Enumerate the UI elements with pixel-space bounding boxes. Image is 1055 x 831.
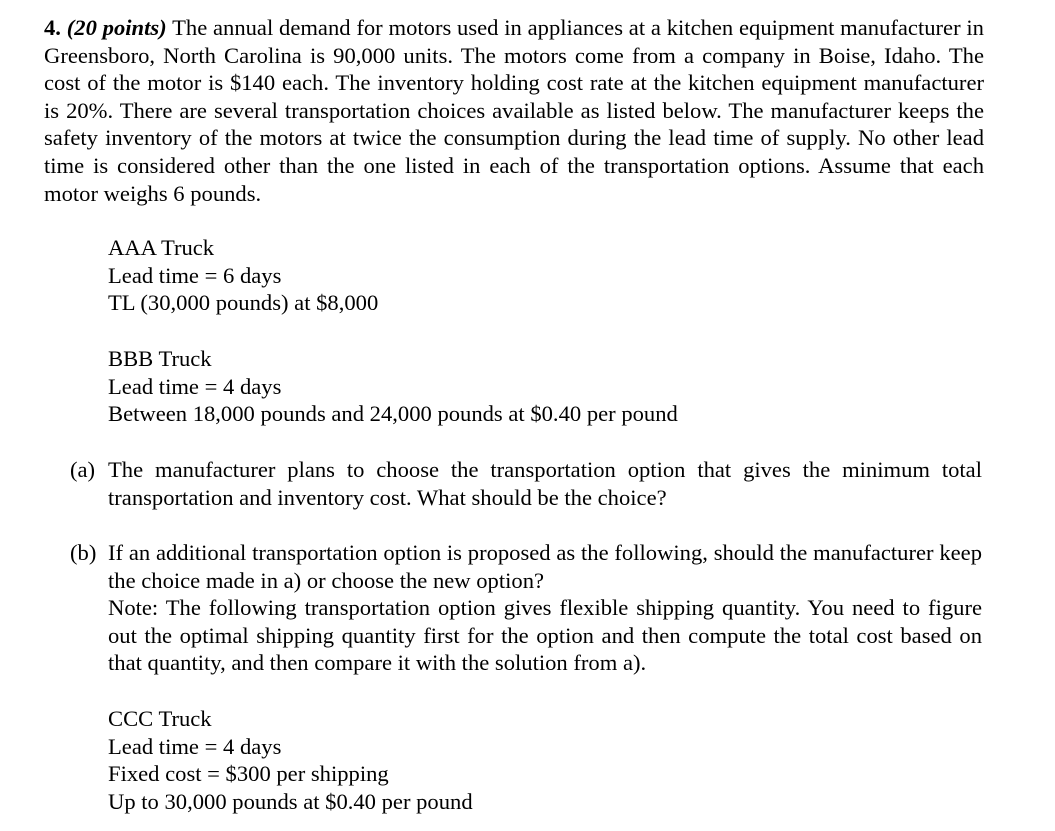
question-number: 4. (44, 15, 61, 40)
part-a (70, 456, 982, 511)
problem-statement (44, 14, 984, 207)
option-name: CCC Truck (108, 706, 212, 731)
option-lead-time: Lead time = 4 days (108, 733, 282, 759)
option-terms: Between 18,000 pounds and 24,000 pounds at $0.40 per pound (108, 401, 678, 427)
part-label: (b) (70, 540, 97, 565)
part-text: If an additional transportation option is proposed as the following, should the manufacturer keep the choice made in a) or choose the new option? (108, 540, 982, 593)
option-terms: Fixed cost = $300 per shipping (108, 761, 389, 787)
option-aaa-truck (108, 234, 808, 317)
option-name: BBB Truck (108, 346, 212, 371)
option-lead-time: Lead time = 4 days (108, 373, 282, 399)
question-intro-text: The annual demand for motors used in appliances at a kitchen equipment manufacturer in Greensboro, North Carolina is 90,000 units. The motors come from a company in Boise, Idaho. The cost of the motor is $140 each. The inventory holding cost rate at the kitchen equipment manufacturer is 20%. There are several transportation choices available as listed below. The manufacturer keeps the safety inventory of the motors at twice the consumption during the lead time of supply. No other lead time is considered other than the one listed in each of the transportation options. Assume that each motor weighs 6 pounds. (44, 15, 984, 206)
problem-intro (44, 14, 984, 207)
part-text: The manufacturer plans to choose the transportation option that gives the minimum total transportation and inventory cost. What should be the choice? (108, 457, 982, 510)
option-ccc-truck (108, 705, 808, 815)
option-name: AAA Truck (108, 235, 215, 260)
option-lead-time: Lead time = 6 days (108, 262, 282, 288)
option-bbb-truck (108, 345, 808, 428)
option-terms: Up to 30,000 pounds at $0.40 per pound (108, 788, 473, 814)
option-terms: TL (30,000 pounds) at $8,000 (108, 290, 379, 316)
part-b (70, 539, 982, 677)
part-note: Note: The following transportation option gives flexible shipping quantity. You need to figure out the optimal shipping quantity first for the option and then compute the total cost based on that quantity, and then compare it with the solution from a). (108, 595, 982, 676)
part-label: (a) (70, 457, 96, 482)
question-points: (20 points) (66, 15, 167, 40)
